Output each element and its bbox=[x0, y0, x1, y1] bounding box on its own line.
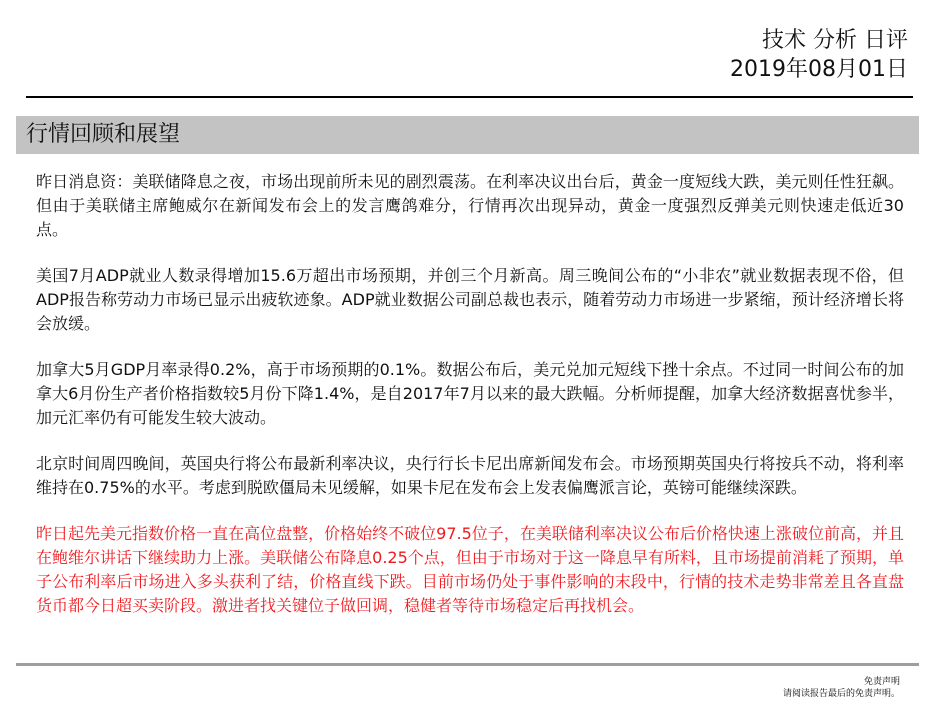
paragraph-fed-overview: 昨日消息资：美联储降息之夜，市场出现前所未见的剧烈震荡。在利率决议出台后，黄金一度短线大跌，美元则任性狂飙。但由于美联储主席鲍威尔在新闻发布会上的发言鹰鸽难分，行情再次出现异动，黄金一度强烈反弹美元则快速走低近30点。 bbox=[36, 172, 904, 239]
disclaimer-title: 免责声明 bbox=[863, 677, 900, 687]
paragraph-us-adp: 美国7月ADP就业人数录得增加15.6万超出市场预期，并创三个月新高。周三晚间公布的“小非农”就业数据表现不俗，但ADP报告称劳动力市场已显示出疲软迹象。ADP就业数据公司副总裁也表示，随着劳动力市场进一步紧缩，预计经济增长将会放缓。 bbox=[36, 266, 904, 333]
disclaimer-block bbox=[783, 676, 900, 700]
report-date: 2019年08月01日 bbox=[730, 57, 908, 82]
header-divider bbox=[26, 96, 913, 98]
paragraph-boe-decision: 北京时间周四晚间，英国央行将公布最新利率决议，央行行长卡尼出席新闻发布会。市场预期英国央行将按兵不动，将利率维持在0.75%的水平。考虑到脱欧僵局未见缓解，如果卡尼在发布会上发表偏鹰派言论，英镑可能继续深跌。 bbox=[36, 454, 904, 497]
section-header-bar bbox=[16, 116, 919, 154]
paragraph-dollar-index-analysis: 昨日起先美元指数价格一直在高位盘整，价格始终不破位97.5位子，在美联储利率决议公布后价格快速上涨破位前高，并且在鲍维尔讲话下继续助力上涨。美联储公布降息0.25个点，但由于市场对于这一降息早有所料，且市场提前消耗了预期，单子公布利率后市场进入多头获利了结，价格直线下跌。目前市场仍处于事件影响的末段中，行情的技术走势非常差且各直盘货币都今日超买卖阶段。激进者找关键位子做回调，稳健者等待市场稳定后再找机会。 bbox=[36, 524, 904, 615]
report-header bbox=[730, 26, 908, 84]
report-title: 技术 分析 日评 bbox=[762, 28, 908, 53]
section-title: 行情回顾和展望 bbox=[26, 122, 181, 147]
report-body bbox=[36, 170, 904, 640]
footer-divider bbox=[16, 663, 919, 666]
paragraph-canada-gdp: 加拿大5月GDP月率录得0.2%，高于市场预期的0.1%。数据公布后，美元兑加元短线下挫十余点。不过同一时间公布的加拿大6月份生产者价格指数较5月份下降1.4%，是自2017年7月以来的最大跌幅。分析师提醒，加拿大经济数据喜忧参半，加元汇率仍有可能发生较大波动。 bbox=[36, 360, 904, 427]
disclaimer-note: 请阅读报告最后的免责声明。 bbox=[782, 689, 900, 699]
